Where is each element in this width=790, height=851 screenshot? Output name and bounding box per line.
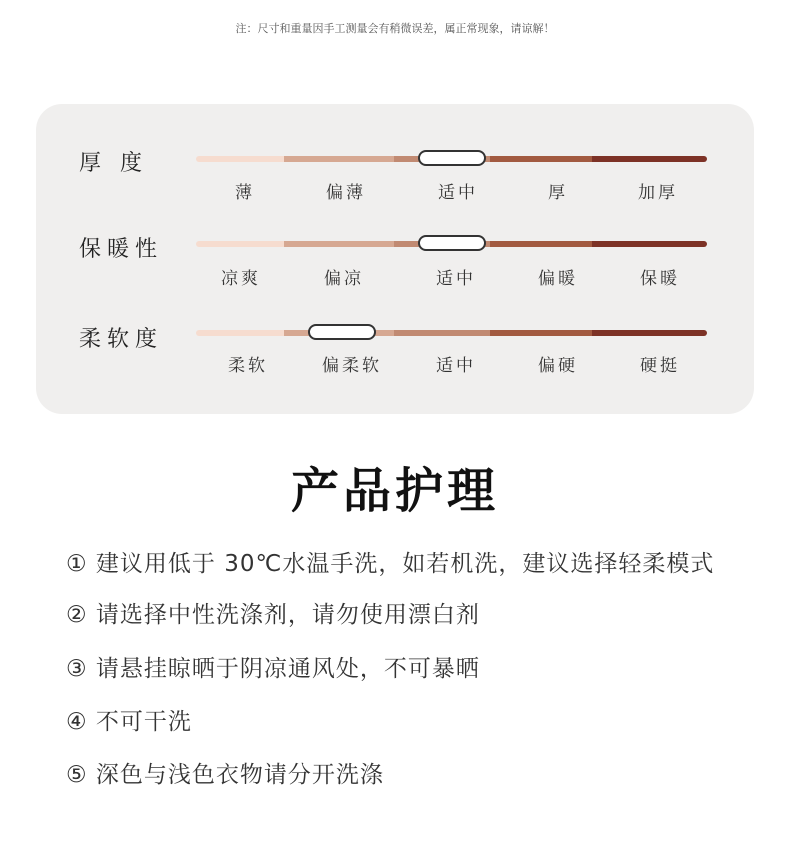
tick-softness-2: 适中: [436, 356, 476, 376]
measurement-note: 注：尺寸和重量因手工测量会有稍微误差，属正常现象，请谅解！: [235, 22, 555, 35]
rating-track-softness: [196, 330, 707, 336]
tick-warmth-2: 适中: [436, 269, 476, 289]
tick-softness-0: 柔软: [228, 356, 268, 376]
tick-warmth-4: 保暖: [640, 269, 680, 289]
rating-label-thickness: 厚 度: [79, 151, 148, 176]
tick-softness-4: 硬挺: [640, 356, 680, 376]
tick-thickness-0: 薄: [235, 183, 255, 203]
tick-thickness-2: 适中: [438, 183, 478, 203]
rating-label-softness: 柔软度: [79, 327, 164, 352]
rating-marker-softness: [308, 324, 376, 340]
tick-thickness-3: 厚: [548, 183, 568, 203]
tick-softness-1: 偏柔软: [322, 356, 382, 376]
tick-softness-3: 偏硬: [538, 356, 578, 376]
care-item-1: ① 建议用低于 30℃水温手洗，如若机洗，建议选择轻柔模式: [66, 551, 715, 577]
care-item-4: ④ 不可干洗: [66, 709, 192, 735]
rating-marker-thickness: [418, 150, 486, 166]
tick-warmth-1: 偏凉: [324, 269, 364, 289]
care-item-3: ③ 请悬挂晾晒于阴凉通风处，不可暴晒: [66, 656, 480, 682]
care-title: 产品护理: [290, 463, 499, 519]
care-item-2: ② 请选择中性洗涤剂，请勿使用漂白剂: [66, 602, 480, 628]
rating-marker-warmth: [418, 235, 486, 251]
tick-thickness-4: 加厚: [638, 183, 678, 203]
care-item-5: ⑤ 深色与浅色衣物请分开洗涤: [66, 762, 384, 788]
rating-label-warmth: 保暖性: [79, 237, 164, 262]
tick-thickness-1: 偏薄: [326, 183, 366, 203]
tick-warmth-0: 凉爽: [221, 269, 261, 289]
tick-warmth-3: 偏暖: [538, 269, 578, 289]
